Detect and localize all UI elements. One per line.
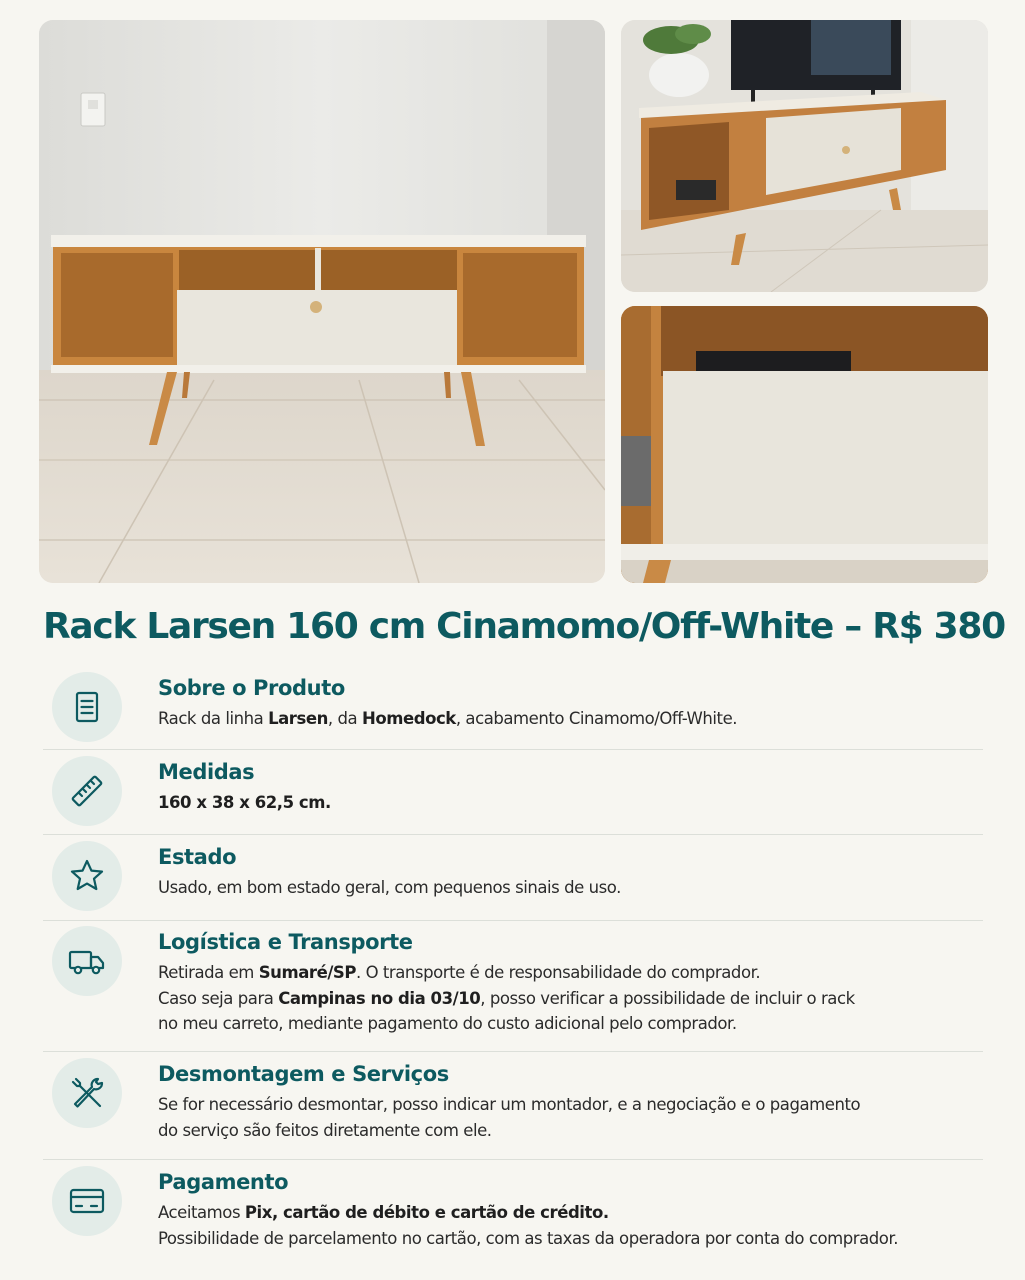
section-body (158, 790, 988, 816)
section-body (158, 706, 988, 732)
credit-card-icon (52, 1166, 122, 1236)
text: Rack da linha (158, 709, 269, 728)
section-title: Logística e Transporte (158, 930, 413, 954)
bold-text: Homedock (361, 709, 456, 728)
section-body-line (158, 1200, 988, 1226)
star-icon (52, 841, 122, 911)
document-icon (52, 672, 122, 742)
tools-icon (52, 1058, 122, 1128)
text: Aceitamos (158, 1203, 245, 1222)
section-divider (43, 1051, 983, 1052)
section-divider (43, 749, 983, 750)
text: no meu carreto, mediante pagamento do custo adicional pelo comprador. (158, 1014, 737, 1033)
section-divider (43, 834, 983, 835)
section-body-line (158, 1118, 988, 1144)
text: . O transporte é de responsabilidade do comprador. (355, 963, 761, 982)
section-title: Pagamento (158, 1170, 289, 1194)
section-title: Medidas (158, 760, 255, 784)
text: Retirada em (158, 963, 259, 982)
section-title: Sobre o Produto (158, 676, 345, 700)
section-body (158, 875, 988, 901)
text: do serviço são feitos diretamente com ele. (158, 1120, 492, 1140)
text: , da (327, 709, 362, 728)
section-body (158, 1200, 988, 1251)
section-body-line (158, 1092, 988, 1118)
section-body-line (158, 706, 988, 732)
product-photo-detail (621, 306, 988, 583)
truck-icon (52, 926, 122, 996)
text: , acabamento Cinamomo/Off-White. (455, 709, 738, 728)
bold-text: Pix, cartão de débito e cartão de crédito. (244, 1203, 609, 1222)
product-photo-front (39, 20, 605, 583)
section-title: Estado (158, 845, 237, 869)
section-body-line (158, 1011, 988, 1037)
section-body-line (158, 986, 988, 1012)
section-divider (43, 1159, 983, 1160)
section-body-line (158, 790, 988, 816)
section-body-line (158, 1226, 988, 1252)
product-photo-with-tv (621, 20, 988, 292)
bold-text: Larsen (268, 709, 328, 728)
section-title: Desmontagem e Serviços (158, 1062, 449, 1086)
text: Possibilidade de parcelamento no cartão, com as taxas da operadora por conta do comprador. (158, 1228, 899, 1248)
page-title: Rack Larsen 160 cm Cinamomo/Off-White – R$ 380 (43, 606, 1005, 647)
text: Usado, em bom estado geral, com pequenos sinais de uso. (158, 878, 621, 897)
text: Caso seja para (158, 988, 279, 1008)
section-body (158, 960, 988, 1037)
bold-text: 160 x 38 x 62,5 cm. (158, 793, 331, 812)
bold-text: Sumaré/SP (258, 963, 356, 982)
text: , posso verificar a possibilidade de incluir o rack (480, 988, 855, 1008)
section-body-line (158, 875, 988, 901)
section-divider (43, 920, 983, 921)
bold-text: Campinas no dia 03/10 (278, 988, 481, 1008)
section-body (158, 1092, 988, 1143)
ruler-icon (52, 756, 122, 826)
text: Se for necessário desmontar, posso indicar um montador, e a negociação e o pagamento (158, 1095, 861, 1114)
section-body-line (158, 960, 988, 986)
